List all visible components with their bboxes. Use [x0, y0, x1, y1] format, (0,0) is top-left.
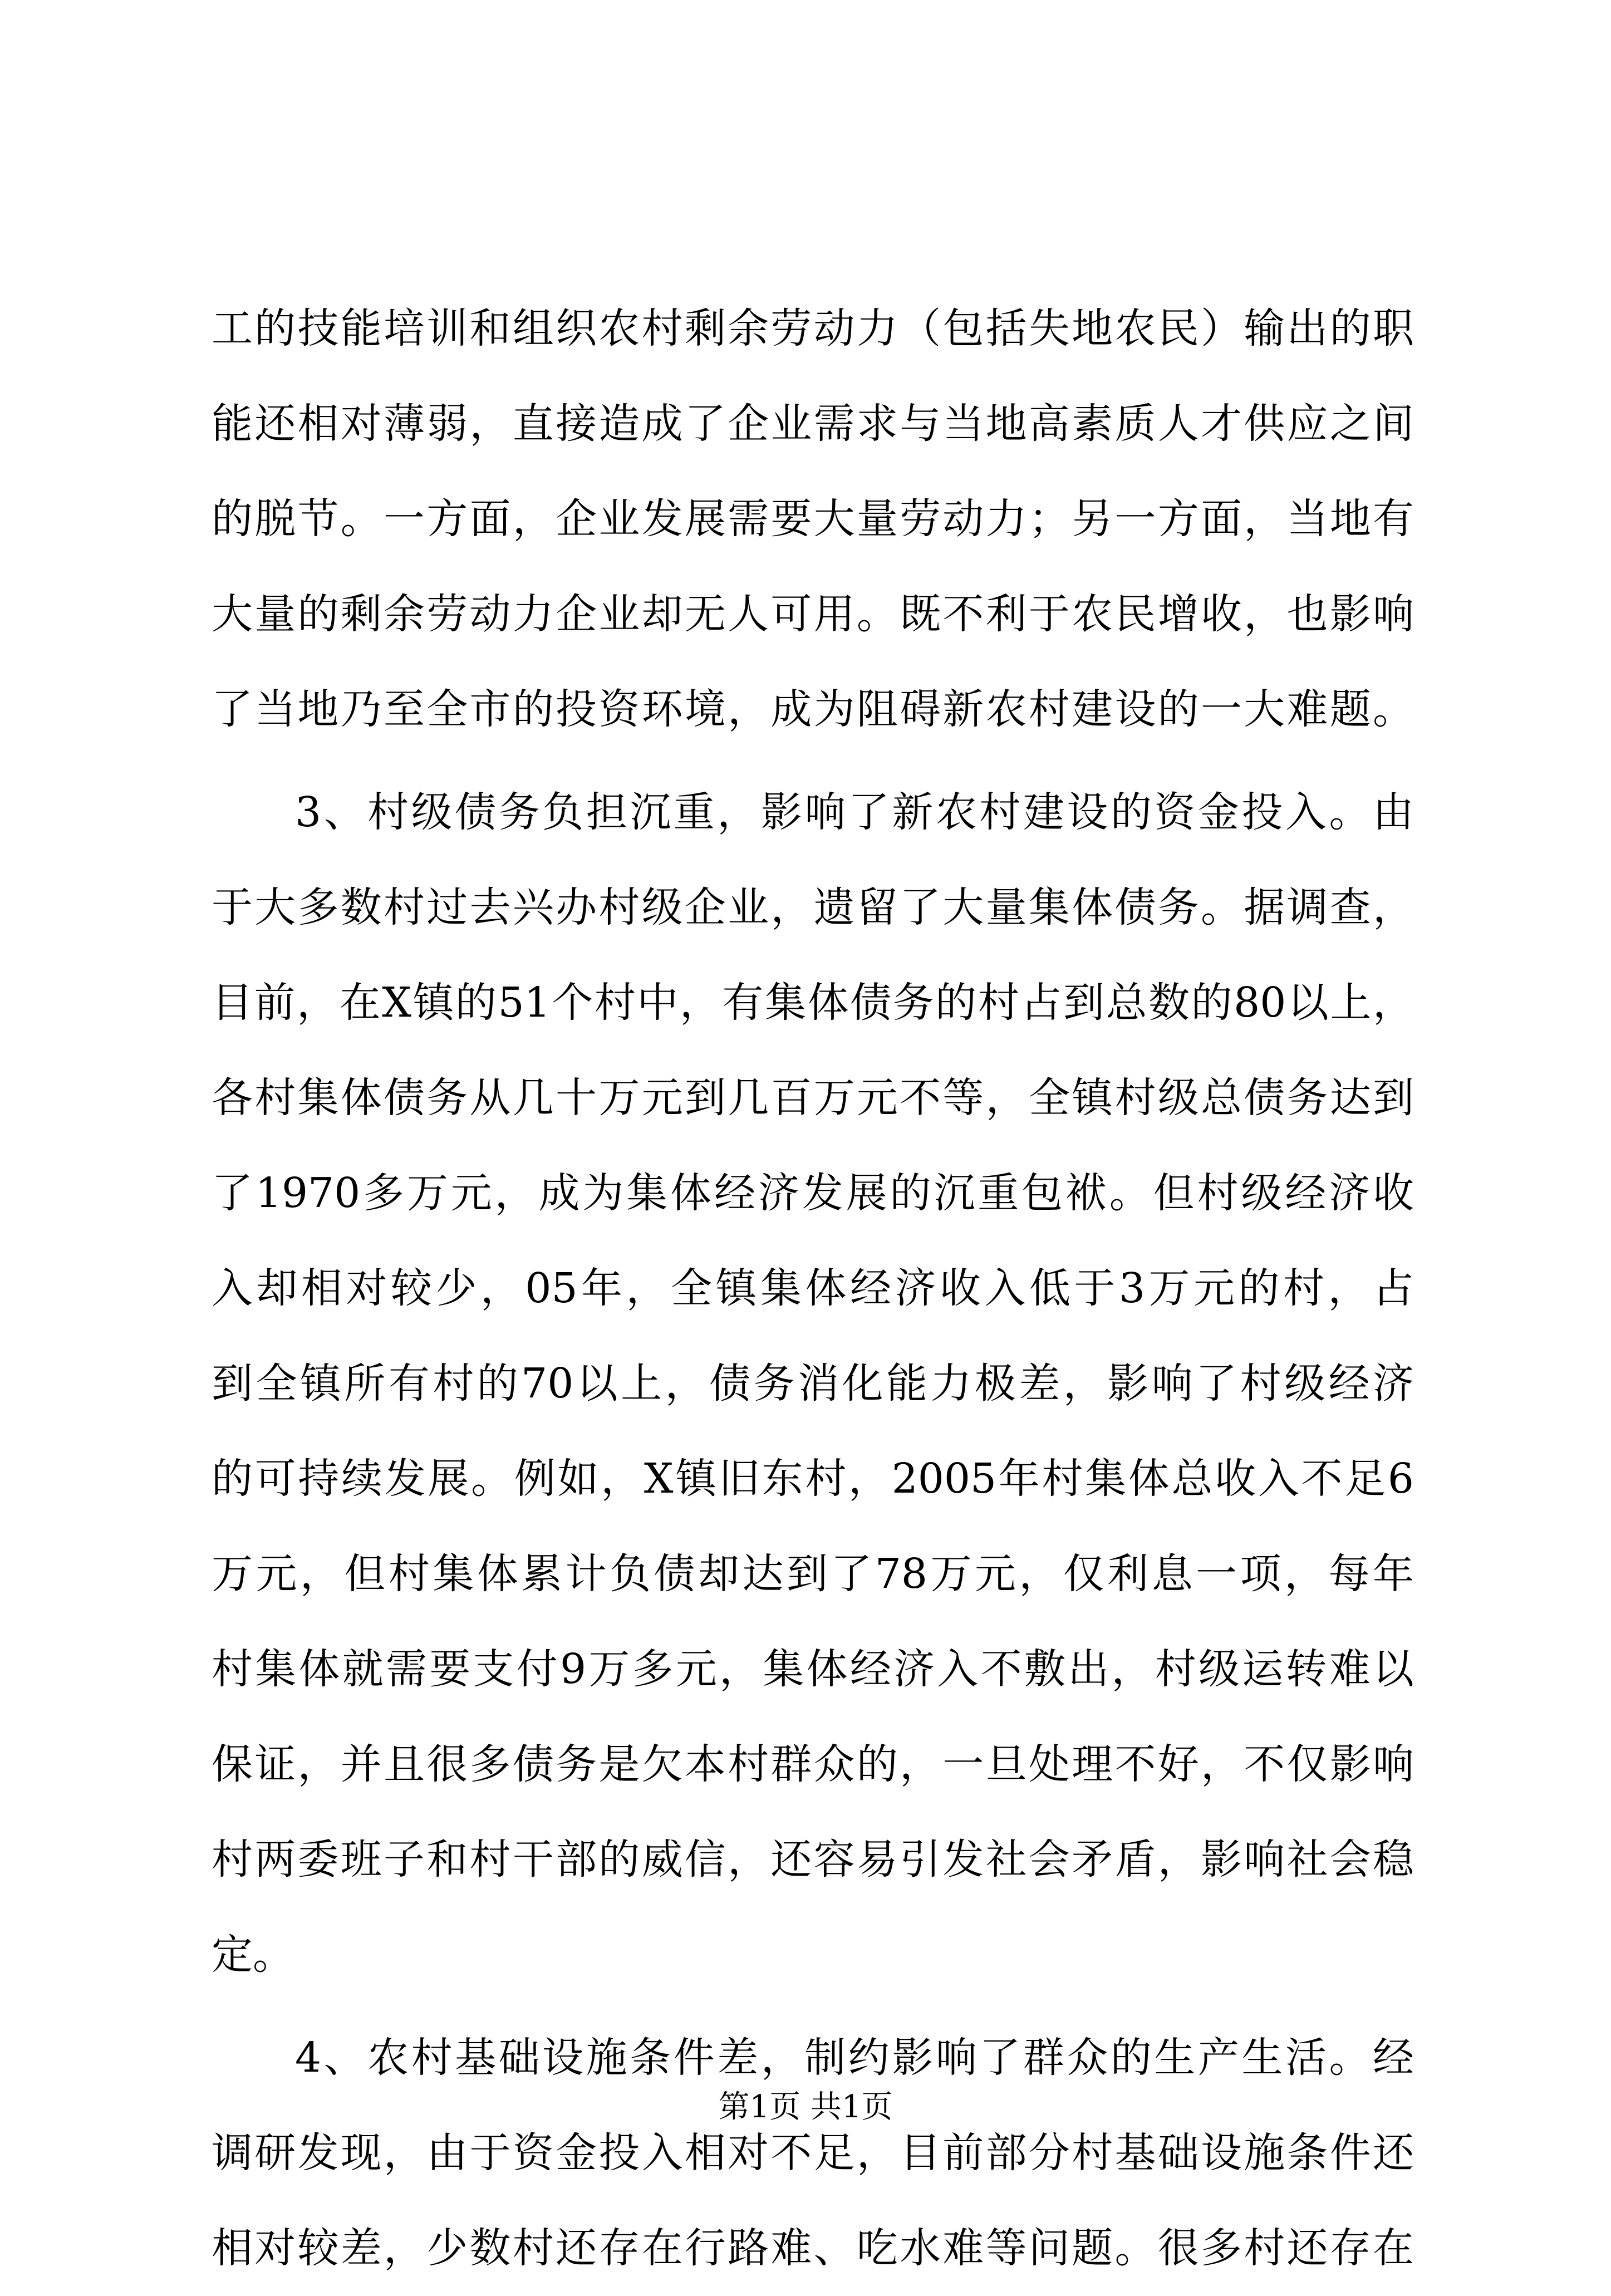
paragraph-3 [212, 2010, 1414, 2296]
text-line: 保证，并且很多债务是欠本村群众的，一旦处理不好，不仅影响 [212, 1740, 1414, 1788]
text-line: 入却相对较少，05年，全镇集体经济收入低于3万元的村，占 [212, 1264, 1414, 1312]
text-line: 的脱节。一方面，企业发展需要大量劳动力；另一方面，当地有 [212, 495, 1414, 543]
page-number-label: 第1页 共1页 [718, 2089, 893, 2125]
paragraph-1 [212, 281, 1414, 757]
text-line: 工的技能培训和组织农村剩余劳动力（包括失地农民）输出的职 [212, 305, 1414, 352]
text-line: 4、农村基础设施条件差，制约影响了群众的生产生活。经 [295, 2034, 1414, 2082]
text-line: 的可持续发展。例如，X镇旧东村，2005年村集体总收入不足6 [212, 1455, 1414, 1503]
text-line: 调研发现，由于资金投入相对不足，目前部分村基础设施条件还 [212, 2129, 1414, 2177]
paragraph-gap [212, 2003, 1414, 2010]
text-line: 相对较差，少数村还存在行路难、吃水难等问题。很多村还存在 [212, 2224, 1414, 2272]
text-line: 3、村级债务负担沉重，影响了新农村建设的资金投入。由 [295, 788, 1414, 836]
paragraph-2 [212, 765, 1414, 2003]
text-line: 到全镇所有村的70以上，债务消化能力极差，影响了村级经济 [212, 1360, 1414, 1407]
text-line: 村两委班子和村干部的威信，还容易引发社会矛盾，影响社会稳 [212, 1836, 1414, 1883]
paragraph-gap [212, 757, 1414, 765]
text-line: 村集体就需要支付9万多元，集体经济入不敷出，村级运转难以 [212, 1645, 1414, 1693]
page-footer [0, 2085, 1611, 2130]
text-line: 了1970多万元，成为集体经济发展的沉重包袱。但村级经济收 [212, 1169, 1414, 1217]
document-body [212, 281, 1414, 2296]
text-line: 大量的剩余劳动力企业却无人可用。既不利于农民增收，也影响 [212, 590, 1414, 638]
text-line: 定。 [212, 1931, 294, 1979]
text-line: 目前，在X镇的51个村中，有集体债务的村占到总数的80以上， [212, 979, 1414, 1027]
text-line: 各村集体债务从几十万元到几百万元不等，全镇村级总债务达到 [212, 1074, 1414, 1122]
text-line: 能还相对薄弱，直接造成了企业需求与当地高素质人才供应之间 [212, 400, 1414, 448]
text-line: 了当地乃至全市的投资环境，成为阻碍新农村建设的一大难题。 [212, 685, 1414, 733]
text-line: 万元，但村集体累计负债却达到了78万元，仅利息一项，每年 [212, 1550, 1414, 1598]
text-line: 于大多数村过去兴办村级企业，遗留了大量集体债务。据调查， [212, 884, 1414, 931]
